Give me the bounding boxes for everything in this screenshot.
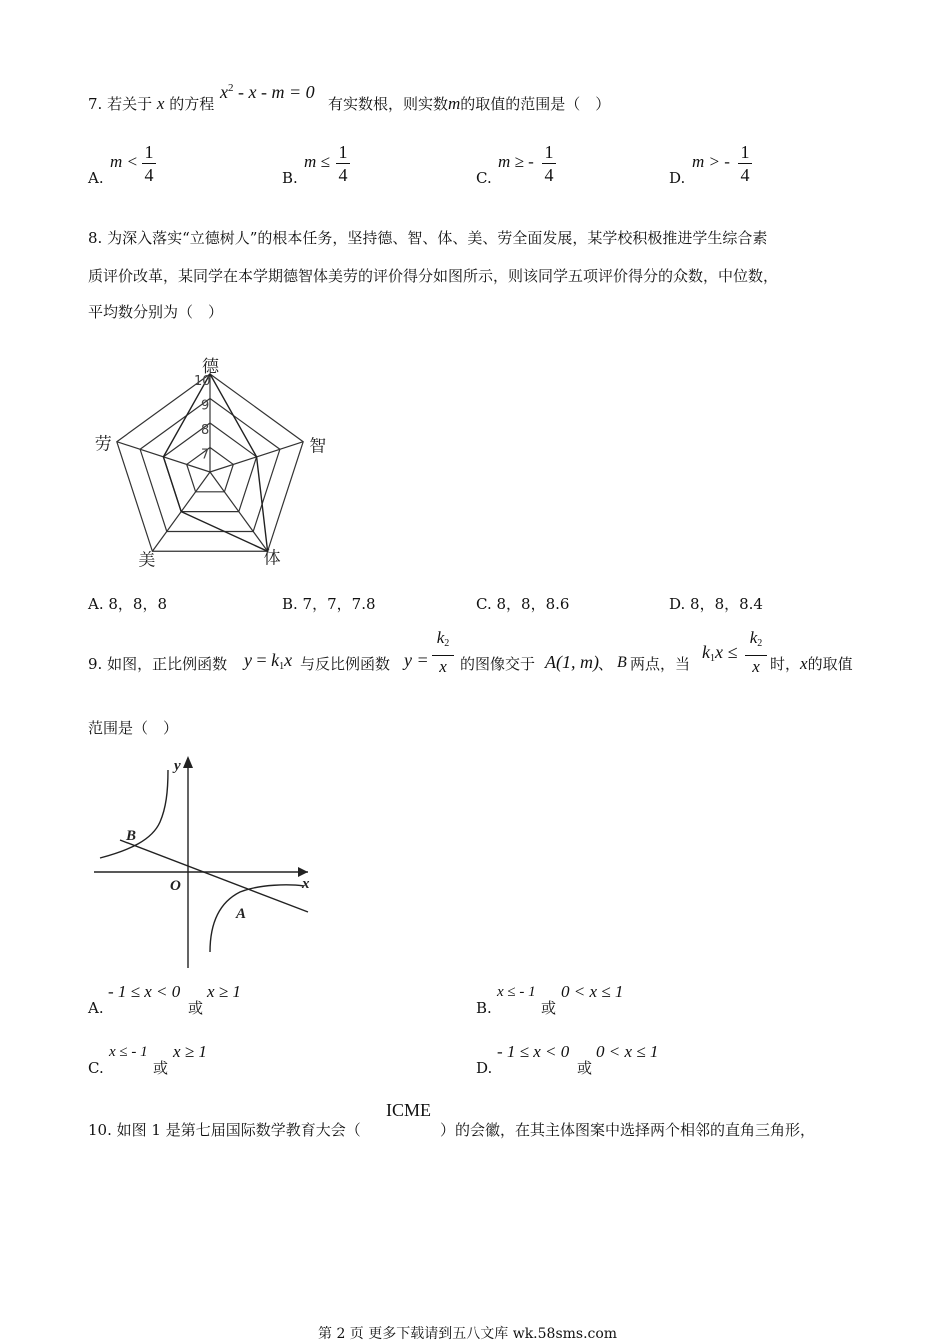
q9-text-5: 两点，当: [630, 655, 691, 673]
q8-radar-chart: [86, 336, 346, 576]
q9-stem-part-1: [88, 654, 227, 674]
q9-option-c-part2: x ≥ 1: [173, 1042, 207, 1061]
q9-option-a-part1: - 1 ≤ x < 0: [108, 982, 181, 1001]
q7-option-d-math: m > -: [692, 152, 730, 171]
radar-score-polygon: [163, 374, 267, 551]
q7-eq-exp: 2: [228, 82, 234, 94]
q9-text-3: 的图像交于: [460, 655, 536, 673]
page-footer: 第 2 页 更多下载请到五八文库 wk.58sms.com: [318, 1326, 618, 1342]
q9-option-a-label[interactable]: A.: [88, 999, 104, 1017]
y-axis-arrow: [183, 756, 193, 768]
q7-text-mid: 的方程: [169, 95, 215, 113]
q9-option-c-or: 或: [153, 1059, 169, 1077]
q7-number: 7.: [88, 95, 103, 113]
q9-text-4: 、: [598, 655, 614, 673]
q9-eq2-lhs: y =: [404, 650, 429, 670]
q8-option-d[interactable]: D. 8，8，8.4: [669, 595, 763, 613]
radar-tick-label: 8: [201, 423, 210, 438]
q8-stem-line-3: 平均数分别为（ ）: [88, 303, 224, 321]
q7-option-b-math: m ≤: [304, 152, 330, 171]
q10-icme: ICME: [386, 1100, 431, 1120]
q9-eq2-fraction: $k_2$ x: [432, 628, 454, 677]
graph-y-label: y: [174, 758, 181, 774]
q9-option-b-part1: x ≤ - 1: [497, 984, 536, 1000]
q10-stem-after: ）的会徽，在其主体图案中选择两个相邻的直角三角形，: [440, 1121, 816, 1139]
q9-number: 9.: [88, 655, 103, 673]
radar-axis-label: 美: [138, 550, 156, 571]
q9-option-b-label[interactable]: B.: [476, 999, 492, 1017]
linear-function-line: [120, 840, 308, 912]
q7-eq-rest: - x - m = 0: [233, 82, 315, 102]
q9-stem-line-2: 范围是（ ）: [88, 719, 179, 737]
q9-option-c-part1: x ≤ - 1: [109, 1044, 148, 1060]
q9-function-graph: [90, 752, 322, 974]
graph-origin-label: O: [170, 878, 181, 894]
q7-option-a-fraction: 1 4: [142, 142, 156, 185]
radar-axis-label: 体: [263, 548, 281, 569]
q7-eq-lhs: x: [220, 82, 228, 102]
radar-tick-label: 7: [201, 447, 210, 463]
q9-option-d-part2: 0 < x ≤ 1: [596, 1042, 659, 1061]
q7-stem-end: [328, 94, 610, 114]
q8-stem-line-1: 8. 为深入落实“立德树人”的根本任务，坚持德、智、体、美、劳全面发展，某学校积极推进学生综合素: [88, 229, 768, 247]
q7-option-d-fraction: 1 4: [738, 142, 752, 185]
q9-ineq-lhs: $k_1x$ ≤: [702, 642, 738, 664]
q9-option-d-label[interactable]: D.: [476, 1059, 493, 1077]
q7-stem: [88, 94, 214, 114]
graph-point-a-label: A: [236, 906, 247, 922]
q9-point-b: B: [617, 654, 627, 671]
graph-point-b-label: B: [126, 828, 137, 844]
graph-x-label: x: [302, 876, 310, 892]
q7-option-b-label[interactable]: B.: [282, 169, 298, 187]
q9-ineq-fraction: $k_2$ x: [745, 628, 767, 677]
q8-option-c[interactable]: C. 8，8，8.6: [476, 595, 570, 613]
q7-option-c-fraction: 1 4: [542, 142, 556, 185]
q9-text-2: 与反比例函数: [300, 655, 391, 673]
q9-option-a-or: 或: [188, 999, 204, 1017]
q7-option-d-label[interactable]: D.: [669, 169, 686, 187]
q7-var-x: x: [156, 94, 165, 113]
q7-option-a-math: m <: [110, 152, 138, 171]
q7-option-c-math: m ≥ -: [498, 152, 534, 171]
q7-var-m: m: [448, 94, 461, 113]
q9-text-6: 时，x的取值: [770, 654, 853, 673]
q9-option-b-or: 或: [541, 999, 557, 1017]
q9-option-c-label[interactable]: C.: [88, 1059, 104, 1077]
q9-option-d-or: 或: [577, 1059, 593, 1077]
q7-text-after: 有实数根，则实数: [328, 95, 449, 113]
q7-option-a-label[interactable]: A.: [88, 169, 104, 187]
q8-option-b[interactable]: B. 7，7，7.8: [282, 595, 376, 613]
q7-option-c-label[interactable]: C.: [476, 169, 492, 187]
q9-option-d-part1: - 1 ≤ x < 0: [497, 1042, 570, 1061]
q8-option-a[interactable]: A. 8，8，8: [88, 595, 167, 613]
radar-axis-label: 德: [202, 357, 219, 377]
q9-eq1: $y = k_1x$: [244, 650, 293, 672]
q7-equation: [220, 82, 315, 103]
q9-point-a: A(1, m): [545, 652, 599, 672]
q7-option-b-fraction: 1 4: [336, 142, 350, 185]
radar-axis-label: 劳: [94, 434, 112, 455]
radar-axis-label: 智: [309, 436, 327, 457]
q7-text-before: 若关于: [107, 95, 153, 113]
radar-tick-label: 10: [194, 374, 211, 389]
hyperbola-branch-lower-right: [210, 885, 304, 952]
q7-text-end: 的取值的范围是（ ）: [460, 95, 611, 113]
q10-stem-before: 10. 如图 1 是第七届国际数学教育大会（: [88, 1121, 361, 1139]
q9-text-1: 如图，正比例函数: [107, 655, 228, 673]
q9-option-b-part2: 0 < x ≤ 1: [561, 982, 624, 1001]
radar-tick-label: 9: [201, 398, 210, 414]
q8-stem-line-2: 质评价改革，某同学在本学期德智体美劳的评价得分如图所示，则该同学五项评价得分的众数，中位数，: [88, 267, 779, 285]
q9-option-a-part2: x ≥ 1: [207, 982, 241, 1001]
